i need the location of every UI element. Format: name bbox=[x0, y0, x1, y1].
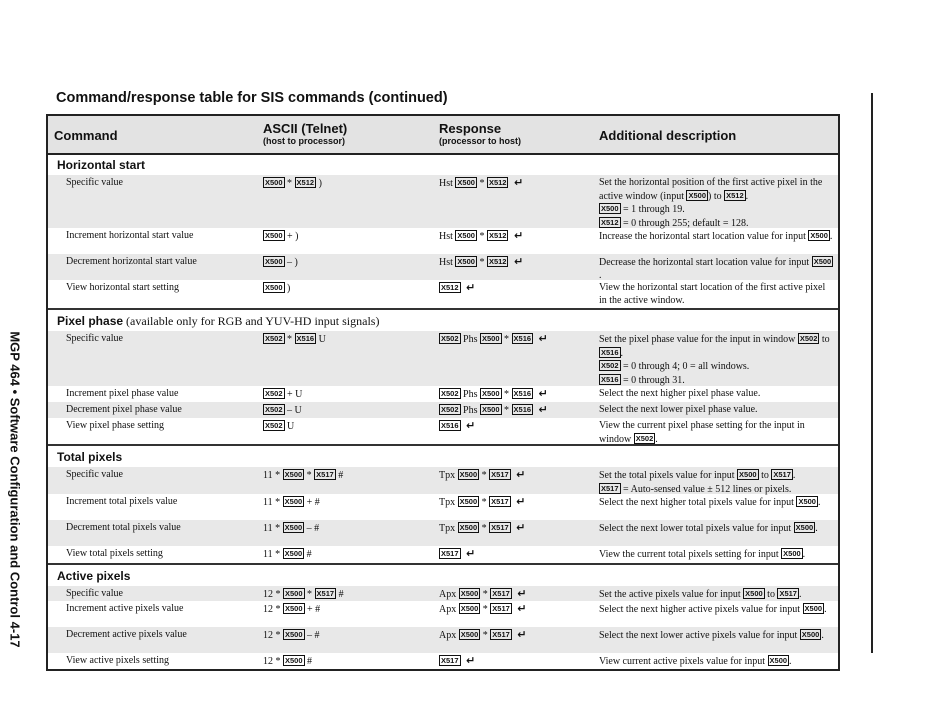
variable-box: X500 bbox=[265, 257, 283, 266]
description-cell bbox=[599, 256, 834, 282]
response-cell: Hst X500 * X512 ↵ bbox=[439, 255, 524, 268]
command-cell: Increment active pixels value bbox=[66, 603, 184, 614]
description-cell bbox=[599, 588, 834, 602]
page-title: Command/response table for SIS commands (continued) bbox=[56, 90, 448, 106]
variable-box: X500 bbox=[265, 178, 283, 187]
table-row bbox=[48, 586, 838, 601]
variable-box: X500 bbox=[457, 257, 475, 266]
description-line: X516 = 0 through 31. bbox=[601, 374, 685, 386]
response-cell bbox=[439, 655, 475, 669]
table-row bbox=[48, 520, 838, 546]
variable-box: X502 bbox=[265, 421, 283, 430]
section-divider bbox=[48, 563, 838, 565]
header-description: Additional description bbox=[599, 128, 737, 143]
variable-box: X517 bbox=[492, 630, 510, 639]
description-line: Select the next higher active pixels value for input X500 . bbox=[599, 604, 827, 615]
return-arrow-icon: ↵ bbox=[513, 229, 524, 242]
table-row bbox=[48, 418, 838, 444]
command-table bbox=[46, 114, 840, 671]
ascii-cell: 11 * X500 * X517 # bbox=[263, 470, 344, 481]
command-cell: Specific value bbox=[66, 588, 123, 599]
return-arrow-icon: ↵ bbox=[517, 587, 527, 600]
variable-box: X517 bbox=[491, 497, 509, 506]
section-title-text: Pixel phase bbox=[57, 314, 124, 328]
ascii-cell: 11 * X500 + # bbox=[263, 497, 320, 508]
section-title: Horizontal start bbox=[57, 158, 146, 172]
section-total-pixels bbox=[48, 447, 838, 467]
ascii-cell: 12 * X500 + # bbox=[263, 604, 321, 615]
variable-box: X500 bbox=[801, 630, 820, 639]
return-arrow-icon: ↵ bbox=[466, 419, 476, 432]
table-header bbox=[48, 116, 838, 155]
variable-box: X500 bbox=[285, 630, 303, 639]
ascii-cell: 11 * X500 – # bbox=[263, 523, 320, 534]
variable-box: X500 bbox=[285, 589, 303, 598]
ascii-cell: X502 * X516 U bbox=[265, 334, 326, 345]
page-side-label bbox=[2, 328, 24, 658]
description-cell bbox=[599, 404, 834, 417]
description-line: Increase the horizontal start location value for input X500 . bbox=[599, 231, 833, 242]
command-cell: Decrement horizontal start value bbox=[66, 256, 197, 267]
ascii-cell: X502 U bbox=[265, 421, 295, 432]
description-line: View the current total pixels setting for input X500 . bbox=[599, 549, 806, 560]
variable-box: X500 bbox=[769, 656, 788, 665]
description-line: Set the active pixels value for input X500 to X517 . bbox=[599, 589, 802, 600]
command-cell: View horizontal start setting bbox=[66, 282, 179, 293]
variable-box: X500 bbox=[284, 497, 303, 506]
response-cell: Hst X500 * X512 ↵ bbox=[439, 176, 524, 189]
description-line: X500 = 1 through 19. bbox=[601, 204, 685, 215]
return-arrow-icon: ↵ bbox=[516, 521, 526, 534]
variable-box: X500 bbox=[285, 604, 303, 613]
description-cell bbox=[599, 469, 834, 496]
description-cell bbox=[599, 177, 834, 230]
variable-box: X517 bbox=[492, 604, 510, 613]
response-cell: X502 Phs X500 * X516 ↵ bbox=[441, 332, 548, 345]
variable-box: X516 bbox=[296, 334, 315, 343]
table-row bbox=[48, 402, 838, 418]
right-margin-rule bbox=[871, 93, 873, 653]
variable-box: X500 bbox=[457, 178, 475, 187]
variable-box: X517 bbox=[441, 656, 459, 665]
response-cell: Tpx X500 * X517 ↵ bbox=[439, 468, 526, 481]
variable-box: X500 bbox=[284, 549, 303, 558]
description-line: View current active pixels value for input X500 . bbox=[599, 656, 792, 667]
variable-box: X517 bbox=[773, 470, 791, 479]
variable-box: X500 bbox=[481, 334, 500, 343]
variable-box: X500 bbox=[795, 523, 814, 532]
variable-box: X502 bbox=[265, 334, 283, 343]
variable-box: X500 bbox=[783, 549, 801, 558]
table-row bbox=[48, 331, 838, 386]
return-arrow-icon: ↵ bbox=[517, 602, 527, 615]
variable-box: X500 bbox=[457, 231, 475, 240]
variable-box: X500 bbox=[265, 283, 283, 292]
description-cell bbox=[599, 230, 834, 244]
variable-box: X502 bbox=[441, 405, 459, 414]
section-title: Total pixels bbox=[57, 450, 123, 464]
response-cell: Tpx X500 * X517 ↵ bbox=[439, 495, 526, 508]
section-note: (available only for RGB and YUV-HD input signals) bbox=[123, 314, 380, 328]
description-line: Select the next lower pixel phase value. bbox=[599, 404, 758, 415]
description-line: Set the horizontal position of the first active pixel in the active window (input X500 ) to X512 . bbox=[599, 177, 823, 202]
variable-box: X516 bbox=[601, 374, 619, 384]
variable-box: X500 bbox=[285, 656, 303, 665]
variable-box: X502 bbox=[441, 389, 459, 398]
response-cell: Apx X500 * X517 ↵ bbox=[439, 587, 527, 600]
variable-box: X502 bbox=[441, 334, 459, 343]
description-cell bbox=[599, 282, 834, 307]
variable-box: X516 bbox=[513, 405, 532, 414]
variable-box: X516 bbox=[601, 347, 619, 357]
command-cell: View pixel phase setting bbox=[66, 420, 164, 431]
ascii-cell: X500 + ) bbox=[265, 231, 299, 242]
description-cell bbox=[599, 388, 834, 401]
table-row bbox=[48, 494, 838, 520]
description-line: Select the next lower active pixels value for input X500 . bbox=[599, 630, 824, 641]
ascii-cell: X500 ) bbox=[265, 283, 291, 294]
response-cell bbox=[439, 282, 475, 296]
description-line: Set the pixel phase value for the input in window X502 to X516 . bbox=[599, 334, 830, 359]
variable-box: X512 bbox=[441, 283, 459, 292]
description-cell bbox=[599, 522, 834, 536]
variable-box: X502 bbox=[265, 405, 283, 414]
description-cell bbox=[599, 333, 834, 387]
return-arrow-icon: ↵ bbox=[516, 495, 526, 508]
variable-box: X500 bbox=[460, 630, 479, 639]
command-cell: Increment total pixels value bbox=[66, 496, 178, 507]
description-cell bbox=[599, 655, 834, 669]
return-arrow-icon: ↵ bbox=[466, 547, 476, 560]
return-arrow-icon: ↵ bbox=[516, 468, 526, 481]
table-row bbox=[48, 467, 838, 494]
ascii-cell: X502 + U bbox=[265, 389, 303, 400]
table-row bbox=[48, 280, 838, 308]
variable-box: X517 bbox=[441, 549, 459, 558]
return-arrow-icon: ↵ bbox=[517, 628, 527, 641]
ascii-cell: 12 * X500 # bbox=[263, 656, 313, 667]
description-cell bbox=[599, 548, 834, 562]
header-ascii-sub: (host to processor) bbox=[263, 136, 346, 146]
header-command: Command bbox=[54, 128, 118, 143]
description-cell bbox=[599, 420, 834, 446]
variable-box: X502 bbox=[635, 433, 654, 443]
return-arrow-icon: ↵ bbox=[538, 387, 548, 400]
ascii-cell: X500 – ) bbox=[265, 257, 298, 268]
variable-box: X500 bbox=[459, 497, 478, 506]
response-cell: Apx X500 * X517 ↵ bbox=[439, 602, 527, 615]
response-cell bbox=[439, 548, 475, 562]
variable-box: X512 bbox=[726, 190, 744, 200]
ascii-cell: 12 * X500 * X517 # bbox=[263, 589, 344, 600]
command-cell: Increment horizontal start value bbox=[66, 230, 194, 241]
return-arrow-icon: ↵ bbox=[538, 403, 548, 416]
variable-box: X517 bbox=[491, 470, 509, 479]
variable-box: X517 bbox=[316, 589, 335, 598]
variable-box: X516 bbox=[513, 389, 532, 398]
command-cell: Specific value bbox=[66, 177, 123, 188]
variable-box: X500 bbox=[739, 470, 757, 479]
side-label-text: MGP 464 • Software Configuration and Control 4-17 bbox=[7, 331, 23, 648]
section-pixel-phase bbox=[48, 311, 838, 331]
variable-box: X500 bbox=[284, 523, 303, 532]
variable-box: X500 bbox=[265, 231, 283, 240]
description-line: X517 = Auto-sensed value ± 512 lines or pixels. bbox=[601, 483, 792, 495]
table-row bbox=[48, 254, 838, 280]
section-active-pixels bbox=[48, 566, 838, 586]
variable-box: X512 bbox=[601, 217, 619, 227]
ascii-cell: 12 * X500 – # bbox=[263, 630, 320, 641]
description-cell bbox=[599, 496, 834, 510]
return-arrow-icon: ↵ bbox=[538, 332, 548, 345]
variable-box: X512 bbox=[488, 178, 507, 187]
variable-box: X500 bbox=[284, 470, 303, 479]
description-line: Select the next lower total pixels value for input X500 . bbox=[599, 523, 818, 534]
command-cell: Increment pixel phase value bbox=[66, 388, 179, 399]
response-cell: X502 Phs X500 * X516 ↵ bbox=[441, 403, 548, 416]
response-cell: Apx X500 * X517 ↵ bbox=[439, 628, 527, 641]
variable-box: X500 bbox=[810, 231, 828, 240]
variable-box: X517 bbox=[779, 589, 797, 598]
variable-box: X500 bbox=[459, 523, 478, 532]
table-row bbox=[48, 546, 838, 563]
table-row bbox=[48, 653, 838, 669]
description-line: View the current pixel phase setting for the input in window X502 . bbox=[599, 420, 805, 445]
command-cell: Decrement total pixels value bbox=[66, 522, 181, 533]
header-response-sub: (processor to host) bbox=[439, 136, 522, 146]
table-row bbox=[48, 627, 838, 653]
return-arrow-icon: ↵ bbox=[513, 176, 524, 189]
description-line: Select the next higher total pixels value for input X500 . bbox=[599, 497, 821, 508]
ascii-cell: 11 * X500 # bbox=[263, 549, 312, 560]
section-title: Active pixels bbox=[57, 569, 131, 583]
variable-box: X502 bbox=[601, 361, 619, 370]
section-divider bbox=[48, 444, 838, 446]
variable-box: X500 bbox=[481, 389, 500, 398]
variable-box: X500 bbox=[804, 604, 823, 613]
section-divider bbox=[48, 308, 838, 310]
response-cell: Tpx X500 * X517 ↵ bbox=[439, 521, 526, 534]
response-cell bbox=[439, 420, 475, 434]
variable-box: X516 bbox=[441, 421, 459, 430]
description-line: Set the total pixels value for input X500 to X517 . bbox=[599, 470, 796, 481]
section-title bbox=[57, 314, 379, 329]
description-line: X502 = 0 through 4; 0 = all windows. bbox=[601, 361, 750, 372]
command-cell: Decrement active pixels value bbox=[66, 629, 187, 640]
variable-box: X512 bbox=[296, 178, 315, 187]
header-response-label: Response bbox=[439, 121, 502, 136]
header-ascii-label: ASCII (Telnet) bbox=[263, 121, 348, 136]
response-cell: X502 Phs X500 * X516 ↵ bbox=[441, 387, 548, 400]
header-response bbox=[439, 121, 521, 146]
command-cell: Decrement pixel phase value bbox=[66, 404, 182, 415]
return-arrow-icon: ↵ bbox=[466, 281, 476, 294]
variable-box: X512 bbox=[488, 231, 507, 240]
command-cell: View total pixels setting bbox=[66, 548, 163, 559]
return-arrow-icon: ↵ bbox=[466, 654, 476, 667]
variable-box: X500 bbox=[745, 589, 763, 598]
variable-box: X500 bbox=[481, 405, 500, 414]
variable-box: X517 bbox=[491, 523, 509, 532]
variable-box: X500 bbox=[601, 204, 619, 213]
variable-box: X502 bbox=[799, 334, 818, 343]
section-horizontal-start bbox=[48, 155, 838, 175]
return-arrow-icon: ↵ bbox=[513, 255, 524, 268]
variable-box: X500 bbox=[459, 470, 478, 479]
response-cell: Hst X500 * X512 ↵ bbox=[439, 229, 524, 242]
variable-box: X517 bbox=[601, 483, 619, 493]
command-cell: Specific value bbox=[66, 469, 123, 480]
variable-box: X517 bbox=[492, 589, 510, 598]
table-row bbox=[48, 601, 838, 627]
description-line: Select the next higher pixel phase value. bbox=[599, 388, 761, 399]
variable-box: X500 bbox=[688, 190, 707, 200]
description-cell bbox=[599, 629, 834, 643]
description-cell bbox=[599, 603, 834, 617]
variable-box: X512 bbox=[488, 257, 507, 266]
description-line: Decrease the horizontal start location value for input X500. bbox=[599, 257, 832, 281]
table-row bbox=[48, 228, 838, 254]
variable-box: X500 bbox=[460, 589, 479, 598]
variable-box: X500 bbox=[798, 497, 816, 506]
variable-box: X500 bbox=[460, 604, 479, 613]
variable-box: X502 bbox=[265, 389, 283, 398]
command-cell: Specific value bbox=[66, 333, 123, 344]
variable-box: X500 bbox=[813, 257, 832, 266]
ascii-cell: X502 – U bbox=[265, 405, 302, 416]
variable-box: X517 bbox=[316, 470, 334, 479]
header-ascii bbox=[263, 121, 347, 146]
ascii-cell: X500 * X512 ) bbox=[265, 178, 322, 189]
table-row bbox=[48, 175, 838, 228]
command-cell: View active pixels setting bbox=[66, 655, 169, 666]
description-line: View the horizontal start location of the first active pixel in the active window. bbox=[599, 282, 826, 306]
description-line: X512 = 0 through 255; default = 128. bbox=[601, 217, 749, 229]
table-row bbox=[48, 386, 838, 402]
variable-box: X516 bbox=[513, 334, 532, 343]
